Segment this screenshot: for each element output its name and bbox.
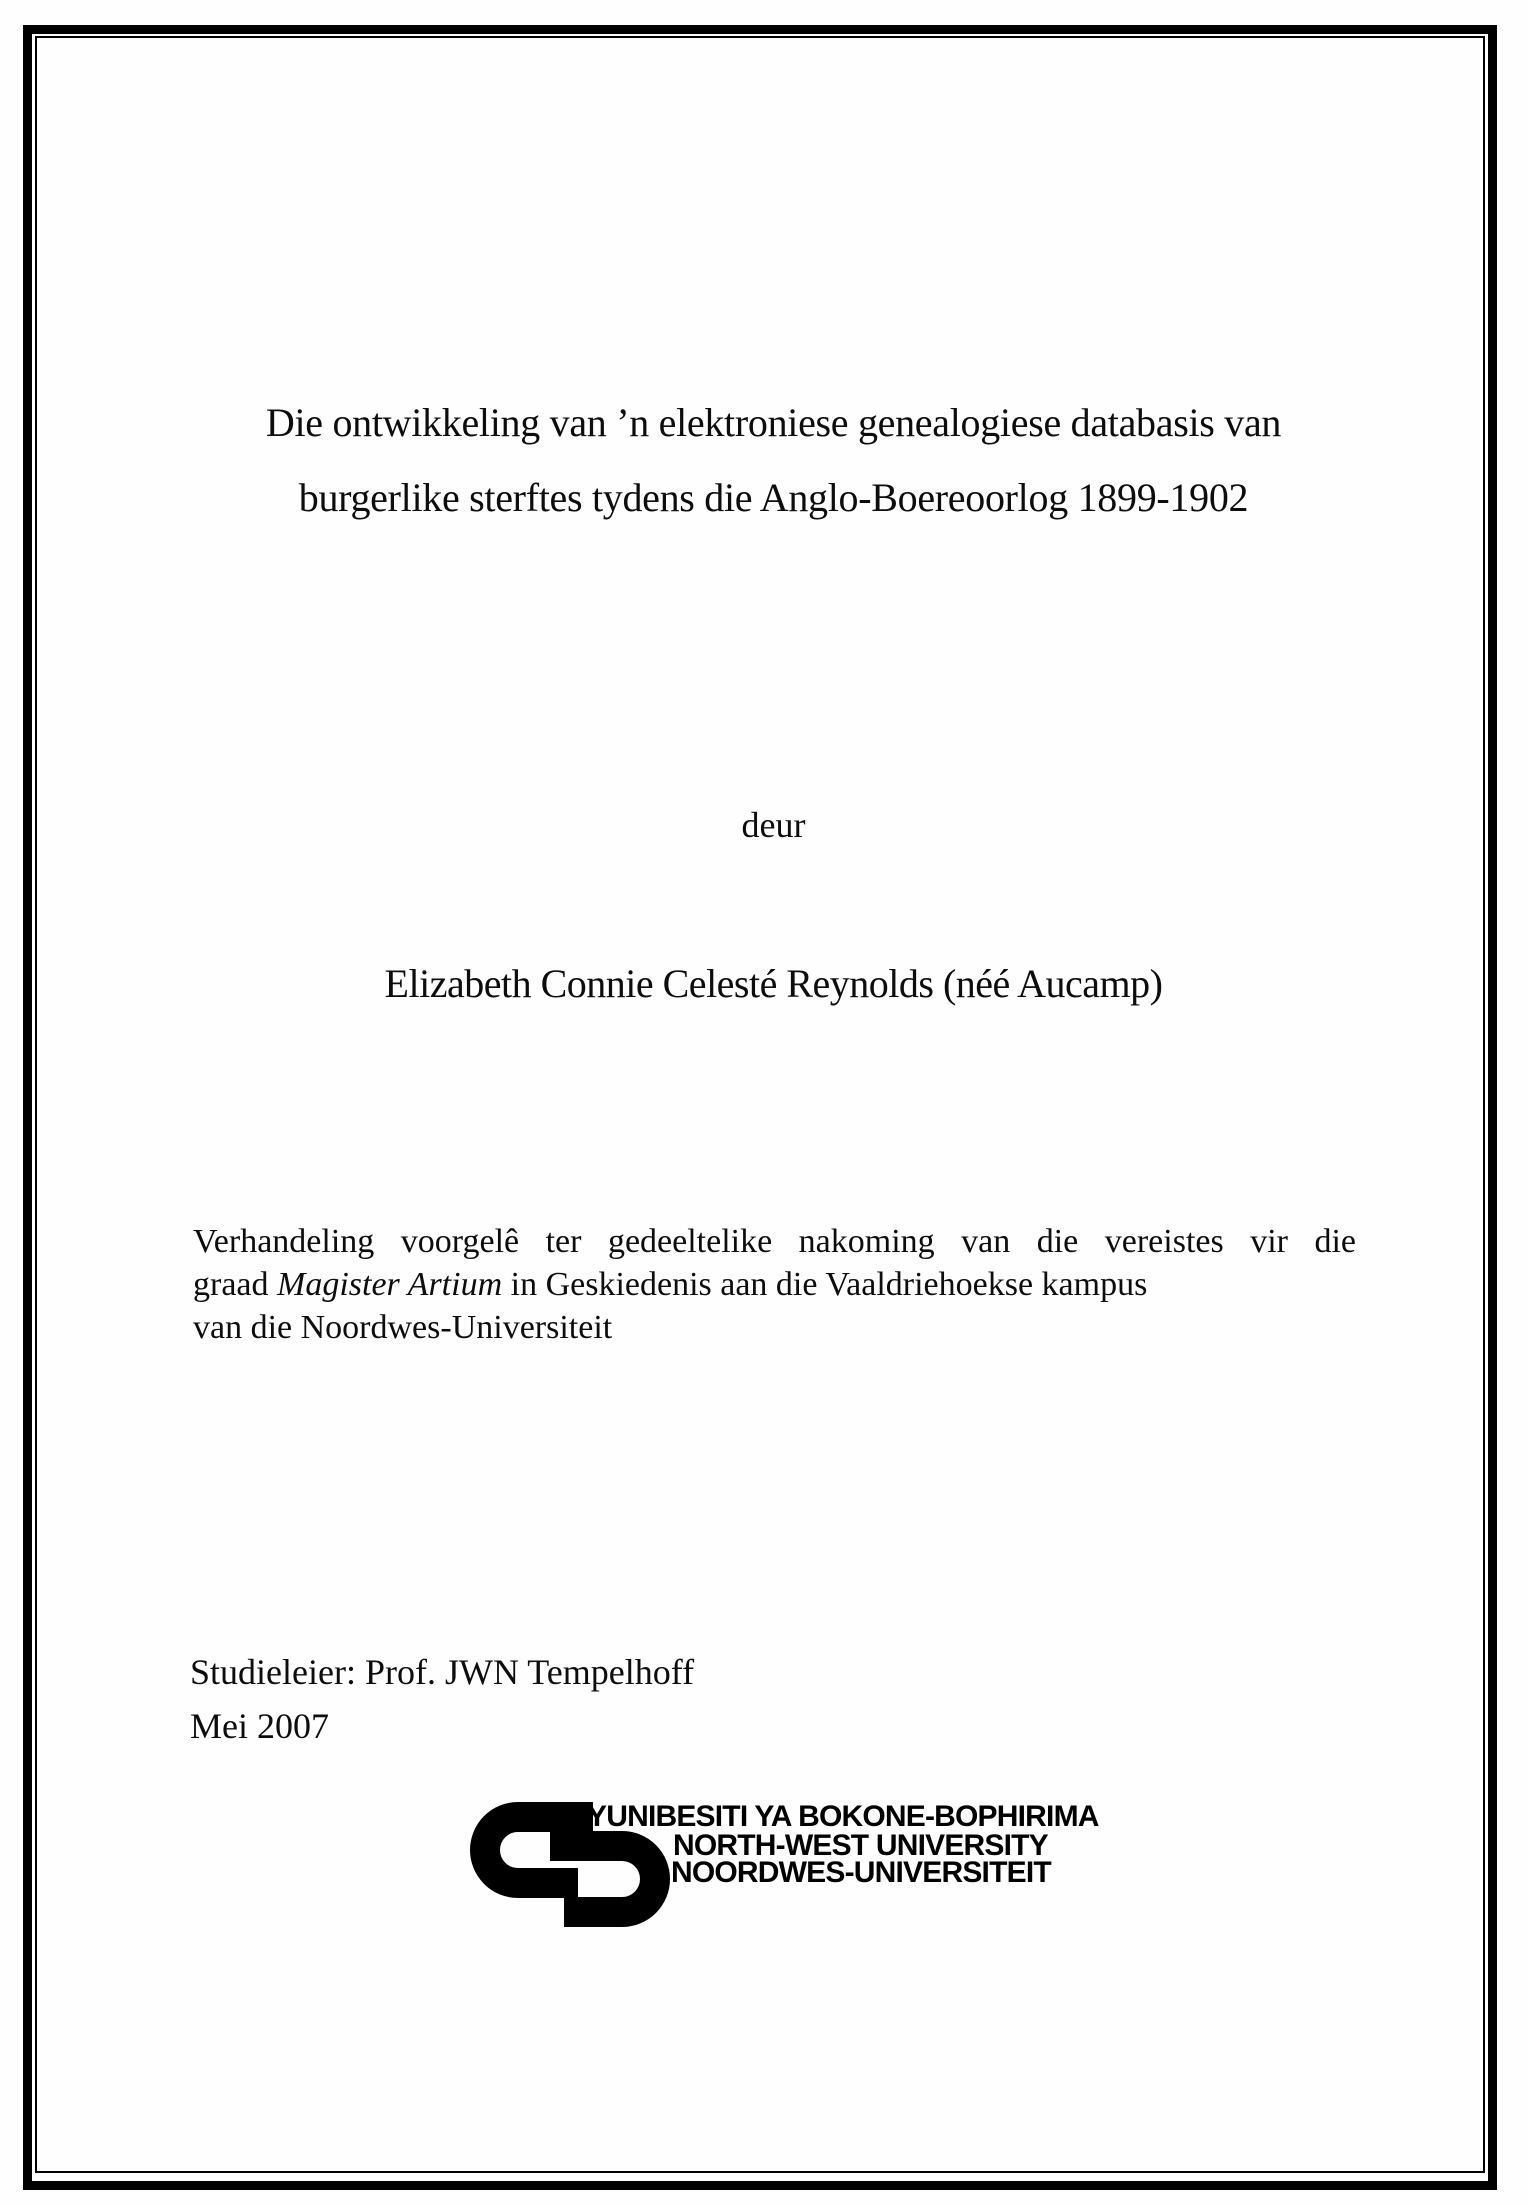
thesis-statement-line2-post: in Geskiedenis aan die Vaaldriehoekse kampus <box>502 1266 1148 1303</box>
thesis-statement-line2-pre: graad <box>193 1266 278 1303</box>
thesis-statement-line3: van die Noordwes-Universiteit <box>193 1309 613 1346</box>
thesis-title <box>120 385 1427 535</box>
byline-label: deur <box>741 805 806 845</box>
logo-text-english: NORTH-WEST UNIVERSITY <box>673 1829 1048 1862</box>
supervisor-block <box>190 1645 694 1753</box>
thesis-statement <box>193 1220 1356 1349</box>
thesis-statement-line2 <box>193 1263 1356 1306</box>
degree-name: Magister Artium <box>277 1266 503 1303</box>
logo-text-afrikaans: NOORDWES-UNIVERSITEIT <box>671 1856 1051 1889</box>
logo-text-setswana: YUNIBESITI YA BOKONE-BOPHIRIMA <box>587 1800 1099 1833</box>
thesis-title-line2: burgerlike sterftes tydens die Anglo-Boereoorlog 1899-1902 <box>298 475 1249 520</box>
university-logo <box>468 1800 1099 1962</box>
thesis-title-line1: Die ontwikkeling van ’n elektroniese genealogiese databasis van <box>265 400 1282 445</box>
author-name: Elizabeth Connie Celesté Reynolds (néé Aucamp) <box>384 961 1163 1006</box>
thesis-statement-line1: Verhandeling voorgelê ter gedeeltelike nakoming van die vereistes vir die <box>193 1223 1356 1260</box>
date-line: Mei 2007 <box>190 1706 329 1746</box>
supervisor-line: Studieleier: Prof. JWN Tempelhoff <box>190 1652 695 1692</box>
